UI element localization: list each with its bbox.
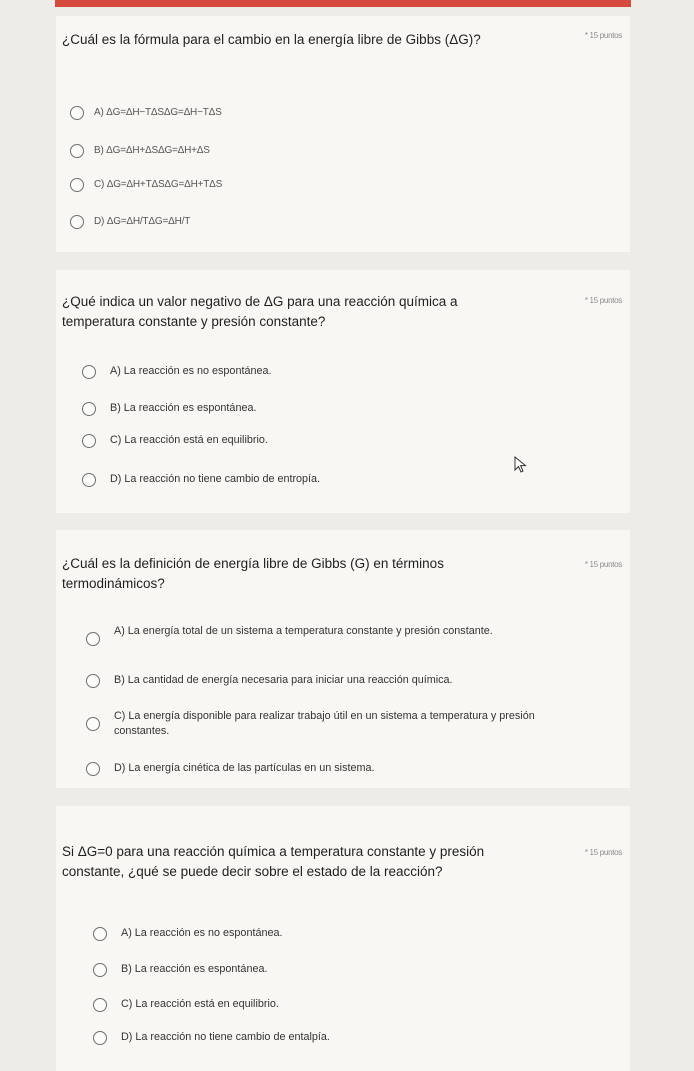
- radio-button[interactable]: [70, 215, 84, 229]
- question-card-1: [56, 16, 630, 252]
- option-q4-d[interactable]: [93, 1030, 330, 1045]
- question-card-2: [56, 270, 630, 513]
- question-title: ¿Cuál es la definición de energía libre de Gibbs (G) en términos termodinámicos?: [62, 556, 444, 591]
- option-q4-a[interactable]: [93, 926, 282, 941]
- option-q3-c[interactable]: [86, 709, 574, 739]
- points-label: * 15 puntos: [584, 31, 622, 40]
- radio-button[interactable]: [70, 144, 84, 158]
- radio-button[interactable]: [86, 632, 100, 646]
- question-title: ¿Cuál es la fórmula para el cambio en la energía libre de Gibbs (ΔG)?: [62, 32, 481, 47]
- option-label: B) La reacción es espontánea.: [110, 402, 257, 414]
- radio-button[interactable]: [86, 674, 100, 688]
- radio-button[interactable]: [82, 365, 96, 379]
- option-label: B) La reacción es espontánea.: [121, 963, 268, 975]
- radio-button[interactable]: [82, 434, 96, 448]
- radio-button[interactable]: [86, 717, 100, 731]
- option-label: C) La reacción está en equilibrio.: [110, 434, 268, 446]
- option-label: D) ΔG=ΔH/TΔG=ΔH/T: [94, 216, 191, 227]
- option-label: A) La reacción es no espontánea.: [110, 365, 272, 377]
- radio-button[interactable]: [70, 178, 84, 192]
- radio-button[interactable]: [93, 963, 107, 977]
- option-label: A) ΔG=ΔH−TΔSΔG=ΔH−TΔS: [94, 107, 222, 118]
- form-header-accent-bar: [55, 0, 631, 7]
- option-label: C) La energía disponible para realizar trabajo útil en un sistema a temperatura y presión constantes.: [114, 710, 535, 737]
- option-q3-d[interactable]: [86, 761, 574, 776]
- question-title: Si ΔG=0 para una reacción química a temperatura constante y presión constante, ¿qué se puede decir sobre el estado de la reacción?: [62, 844, 485, 879]
- mouse-pointer-icon: [514, 456, 528, 474]
- option-label: A) La energía total de un sistema a temperatura constante y presión constante.: [114, 625, 493, 637]
- points-label: * 15 puntos: [584, 848, 622, 857]
- points-label: * 15 puntos: [584, 296, 622, 305]
- option-q3-b[interactable]: [86, 673, 574, 688]
- option-label: D) La reacción no tiene cambio de entalpía.: [121, 1031, 330, 1043]
- option-label: B) La cantidad de energía necesaria para iniciar una reacción química.: [114, 674, 453, 686]
- points-label: * 15 puntos: [584, 560, 622, 569]
- radio-button[interactable]: [93, 927, 107, 941]
- radio-button[interactable]: [93, 998, 107, 1012]
- option-q2-d[interactable]: [82, 472, 320, 487]
- option-q2-c[interactable]: [82, 433, 268, 448]
- option-q2-a[interactable]: [82, 364, 271, 379]
- option-q1-b[interactable]: [70, 143, 210, 158]
- option-q4-c[interactable]: [93, 997, 279, 1012]
- radio-button[interactable]: [70, 106, 84, 120]
- option-q2-b[interactable]: [82, 401, 256, 416]
- radio-button[interactable]: [82, 402, 96, 416]
- radio-button[interactable]: [86, 762, 100, 776]
- option-q1-a[interactable]: [70, 105, 222, 120]
- option-label: D) La reacción no tiene cambio de entropía.: [110, 473, 321, 485]
- question-card-4: [56, 806, 630, 1071]
- radio-button[interactable]: [82, 473, 96, 487]
- radio-button[interactable]: [93, 1031, 107, 1045]
- option-q1-d[interactable]: [70, 214, 190, 229]
- option-label: A) La reacción es no espontánea.: [121, 927, 283, 939]
- question-card-3: [56, 530, 630, 788]
- option-label: D) La energía cinética de las partículas en un sistema.: [114, 762, 375, 774]
- option-label: C) La reacción está en equilibrio.: [121, 998, 279, 1010]
- option-q3-a[interactable]: [86, 624, 574, 646]
- option-label: B) ΔG=ΔH+ΔSΔG=ΔH+ΔS: [94, 145, 210, 156]
- option-q1-c[interactable]: [70, 177, 222, 192]
- option-label: C) ΔG=ΔH+TΔSΔG=ΔH+TΔS: [94, 179, 223, 190]
- option-q4-b[interactable]: [93, 962, 267, 977]
- question-title: ¿Qué indica un valor negativo de ΔG para una reacción química a temperatura constante y presión constante?: [62, 294, 458, 329]
